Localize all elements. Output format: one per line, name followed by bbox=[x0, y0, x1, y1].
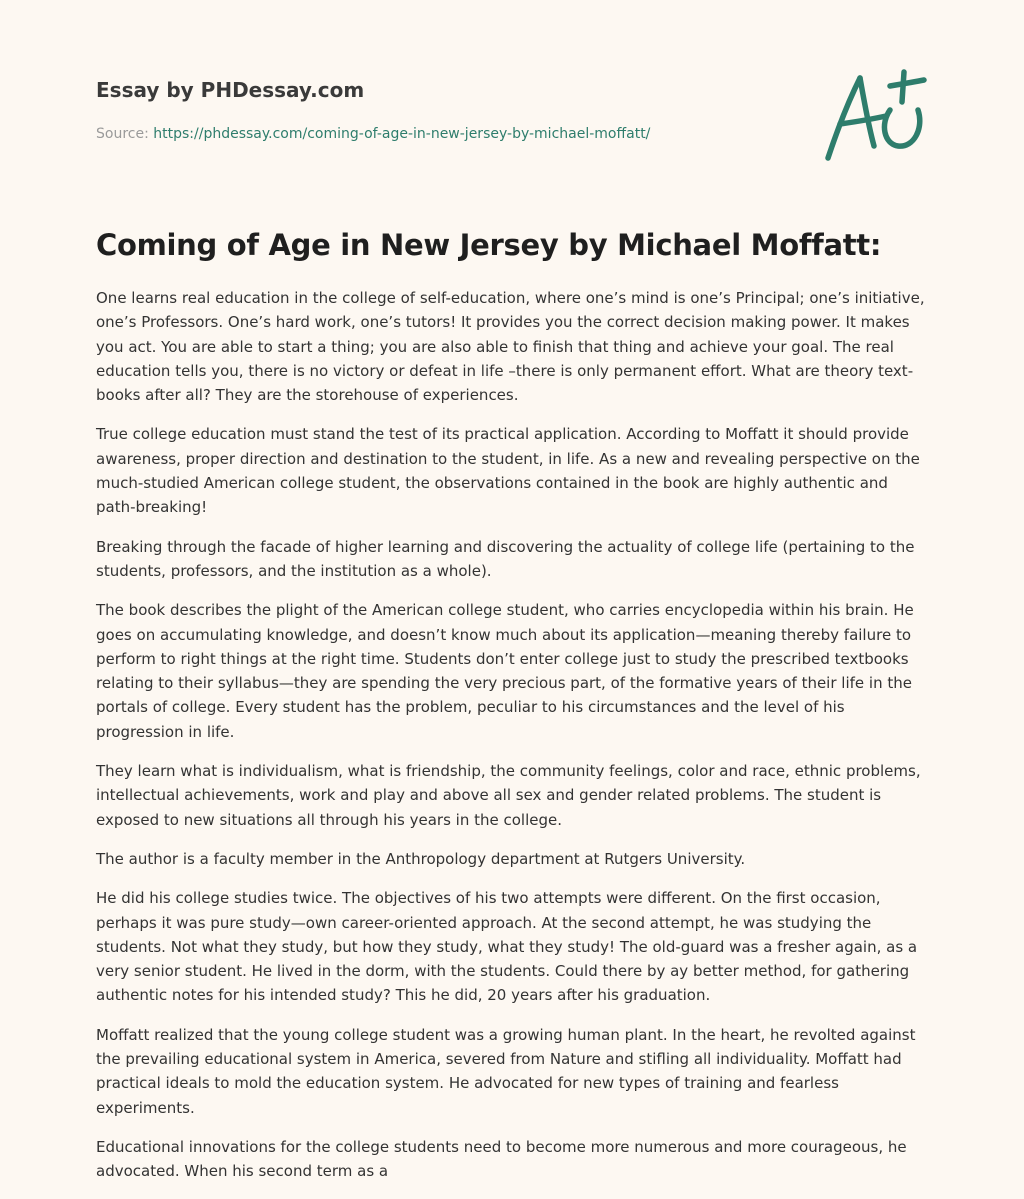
header bbox=[96, 76, 796, 144]
paragraph: Moffatt realized that the young college student was a growing human plant. In the heart, he revolted against the prevailing educational system in America, severed from Nature and stifling all individuality. Moffatt had practical ideals to mold the education system. He advocated for new types of training and fearless experiments. bbox=[96, 1025, 916, 1117]
article-title: Coming of Age in New Jersey by Michael Moffatt: bbox=[96, 228, 882, 262]
source-line bbox=[96, 124, 796, 144]
site-brand: Essay by PHDessay.com bbox=[96, 78, 365, 102]
paragraph: The book describes the plight of the American college student, who carries encyclopedia within his brain. He goes on accumulating knowledge, and doesn’t know much about its application—meaning thereby failure to perform to right things at the right time. Students don’t enter college just to study the prescribed textbooks relating to their syllabus—they are spending the very precious part, of the formative years of their life in the portals of college. Every student has the problem, peculiar to his circumstances and the level of his progression in life. bbox=[96, 601, 914, 741]
paragraph: True college education must stand the test of its practical application. According to Moffatt it should provide awareness, proper direction and destination to the student, in life. As a new and revealing perspective on the much-studied American college student, the observations contained in the book are highly authentic and path-breaking! bbox=[96, 425, 920, 517]
paragraph: The author is a faculty member in the Anthropology department at Rutgers University. bbox=[96, 849, 746, 868]
source-label: Source: bbox=[96, 126, 154, 142]
paragraph: Breaking through the facade of higher learning and discovering the actuality of college life (pertaining to the students, professors, and the institution as a whole). bbox=[96, 537, 915, 580]
a-plus-logo-icon bbox=[820, 66, 932, 166]
paragraph: Educational innovations for the college students need to become more numerous and more courageous, he advocated. When his second term as a bbox=[96, 1137, 907, 1181]
paragraph: One learns real education in the college of self-education, where one’s mind is one’s Principal; one’s initiative, one’s Professors. One’s hard work, one’s tutors! It provides you the correct decision making power. It makes you act. You are able to start a thing; you are also able to finish that thing and achieve your goal. The real education tells you, there is no victory or defeat in life –there is only permanent effort. What are theory text-books after all? They are the storehouse of experiences. bbox=[96, 289, 925, 405]
article-body bbox=[96, 286, 932, 1199]
paragraph: They learn what is individualism, what is friendship, the community feelings, color and race, ethnic problems, intellectual achievements, work and play and above all sex and gender related problems. The student is exposed to new situations all through his years in the college. bbox=[96, 762, 921, 829]
paragraph: He did his college studies twice. The objectives of his two attempts were different. On the first occasion, perhaps it was pure study—own career-oriented approach. At the second attempt, he was studying the students. Not what they study, but how they study, what they study! The old-guard was a fresher again, as a very senior student. He lived in the dorm, with the students. Could there by ay better method, for gathering authentic notes for his intended study? This he did, 20 years after his graduation. bbox=[96, 889, 918, 1005]
source-link[interactable]: https://phdessay.com/coming-of-age-in-new-jersey-by-michael-moffatt/ bbox=[153, 126, 651, 142]
